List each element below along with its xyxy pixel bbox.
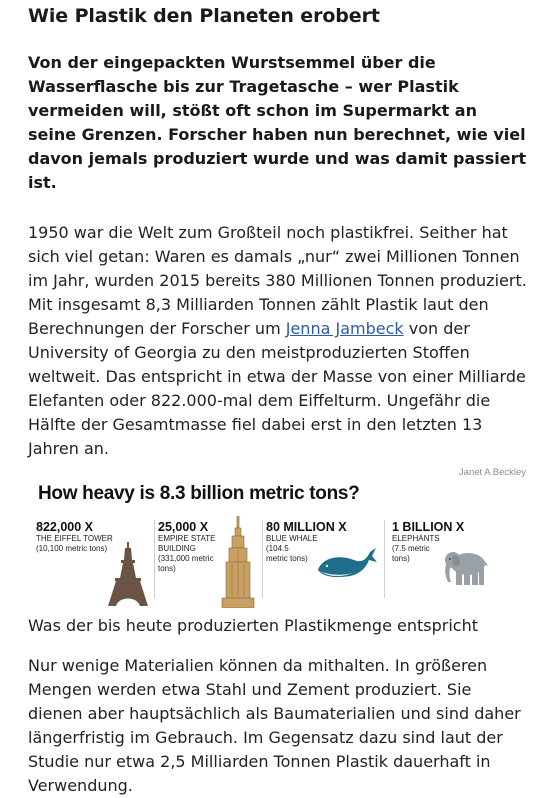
empire-state-building-icon	[220, 516, 256, 608]
divider	[384, 520, 385, 598]
eiffel-name: THE EIFFEL TOWER	[36, 534, 113, 543]
infographic-title: How heavy is 8.3 billion metric tons?	[38, 483, 360, 504]
article-paragraph-2: Nur wenige Materialien können da mithalten. In größeren Mengen werden etwa Stahl und Zement produziert. Sie dienen aber hauptsächlich als Baumaterialien und sind daher längerfristig im Gebrauch. Im Gegensatz dazu sind laut der Studie nur etwa 2,5 Milliarden Tonnen Plastik dauerhaft in Verwendung.	[28, 656, 521, 795]
empire-unit: (331,000 metric tons)	[158, 554, 214, 573]
elephant-icon	[444, 550, 488, 586]
paragraph-1-text-end: von der University of Georgia zu den meistproduzierten Stoffen weltweit. Das entspricht in etwa der Masse von einer Milliarde Elefanten oder 822.000-mal dem Eiffelturm. Ungefähr die Hälfte der Gesamtmasse fiel dabei erst in den letzten 13 Jahren an.	[28, 319, 526, 458]
article-title: Wie Plastik den Planeten erobert	[28, 5, 380, 27]
article-lead: Von der eingepackten Wurstsemmel über die Wasserflasche bis zur Tragetasche – wer Plastik vermeiden will, stößt oft schon im Supermarkt an seine Grenzen. Forscher haben nun berechnet, wie viel davon jemals produziert wurde und was damit passiert ist.	[28, 53, 527, 192]
divider	[262, 520, 263, 598]
image-credit: Janet A Beckley	[458, 467, 526, 478]
infographic-caption: Was der bis heute produzierten Plastikmenge entspricht	[28, 616, 478, 635]
elephant-unit: (7.5 metric tons)	[392, 544, 430, 563]
article	[28, 0, 528, 798]
whale-count: 80 MILLION X	[266, 520, 347, 534]
elephant-count: 1 BILLION X	[392, 520, 465, 534]
author-link[interactable]: Jenna Jambeck	[285, 319, 404, 338]
eiffel-unit: (10,100 metric tons)	[36, 544, 108, 553]
eiffel-count: 822,000 X	[36, 520, 93, 534]
elephant-name: ELEPHANTS	[392, 534, 440, 543]
divider	[154, 520, 155, 598]
article-paragraph-1	[28, 221, 528, 461]
whale-name: BLUE WHALE	[266, 534, 318, 543]
whale-unit: (104.5 metric tons)	[266, 544, 308, 563]
blue-whale-icon	[316, 544, 378, 584]
infographic	[34, 480, 514, 608]
paragraph-1-text-start: 1950 war die Welt zum Großteil noch plastikfrei. Seither hat sich viel getan: Waren es damals „nur“ zwei Millionen Tonnen im Jahr, wurden 2015 bereits 380 Millionen Tonnen produziert. Mit insgesamt 8,3 Milliarden Tonnen zählt Plastik laut den Berechnungen der Forscher um	[28, 223, 527, 338]
empire-count: 25,000 X	[158, 520, 209, 534]
eiffel-tower-icon	[104, 542, 152, 606]
empire-name: EMPIRE STATE BUILDING	[158, 534, 216, 553]
